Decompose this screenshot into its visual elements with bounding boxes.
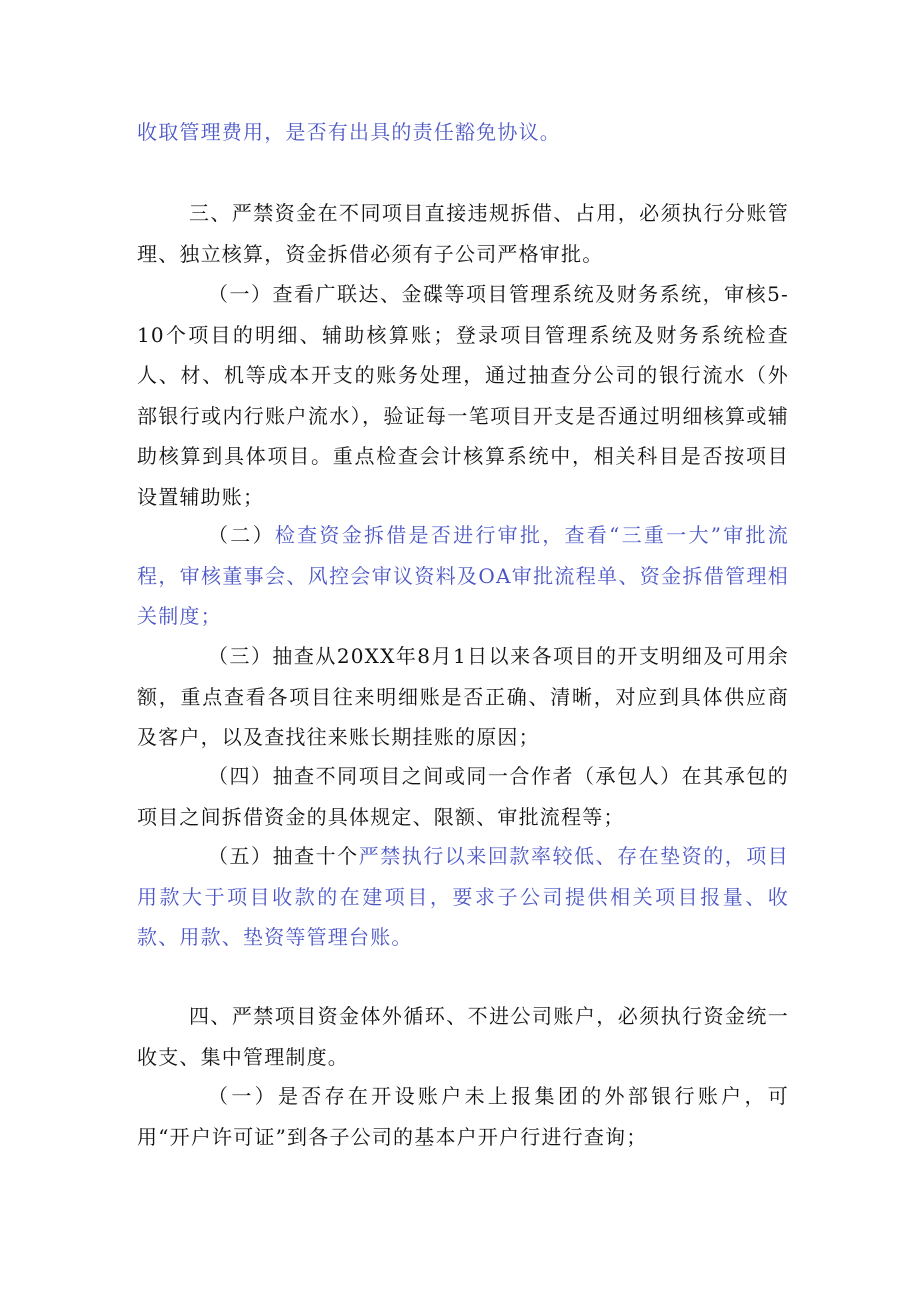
section-4-item-1 (137, 1076, 789, 1157)
section-4-heading-text: 四、严禁项目资金体外循环、不进公司账户，必须执行资金统一收支、集中管理制度。 (137, 1004, 789, 1069)
section-4-item-1-text: （一）是否存在开设账户未上报集团的外部银行账户，可用“开户许可证”到各子公司的基本户开户行进行查询； (137, 1084, 789, 1149)
paragraph-continuation (137, 112, 789, 153)
section-3-item-1-text: （一）查看广联达、金碟等项目管理系统及财务系统，审核5-10个项目的明细、辅助核算账；登录项目管理系统及财务系统检查人、材、机等成本开支的账务处理，通过抽查分公司的银行流水（外部银行或内行账户流水），验证每一笔项目开支是否通过明细核算或辅助核算到具体项目。重点检查会计核算系统中，相关科目是否按项目设置辅助账； (137, 282, 789, 509)
section-3-item-2-text: 检查资金拆借是否进行审批，查看“三重一大”审批流程，审核董事会、风控会审议资料及OA审批流程单、资金拆借管理相关制度； (137, 523, 790, 628)
section-3-item-4 (137, 756, 789, 837)
section-3-item-5-text: 严禁执行以来回款率较低、存在垫资的，项目用款大于项目收款的在建项目，要求子公司提供相关项目报量、收款、用款、垫资等管理台账。 (137, 844, 789, 949)
section-3-heading (137, 193, 789, 274)
section-3-item-1 (137, 274, 789, 517)
section-3-item-2 (137, 515, 789, 637)
section-4-heading (137, 996, 789, 1077)
section-3-item-3-text: （三）抽查从20XX年8月1日以来各项目的开支明细及可用余额，重点查看各项目往来明细账是否正确、清晰，对应到具体供应商及客户，以及查找往来账长期挂账的原因； (137, 644, 789, 749)
section-3-item-3 (137, 636, 789, 758)
continuation-text: 收取管理费用，是否有出具的责任豁免协议。 (137, 120, 561, 144)
section-3-item-5-prefix: （五）抽查十个 (208, 844, 359, 868)
section-3-item-2-number: （二） (208, 523, 275, 547)
section-3-item-5 (137, 836, 789, 958)
section-3-item-4-text: （四）抽查不同项目之间或同一合作者（承包人）在其承包的项目之间拆借资金的具体规定、限额、审批流程等； (137, 764, 789, 829)
section-3-heading-text: 三、严禁资金在不同项目直接违规拆借、占用，必须执行分账管理、独立核算，资金拆借必须有子公司严格审批。 (137, 201, 789, 266)
